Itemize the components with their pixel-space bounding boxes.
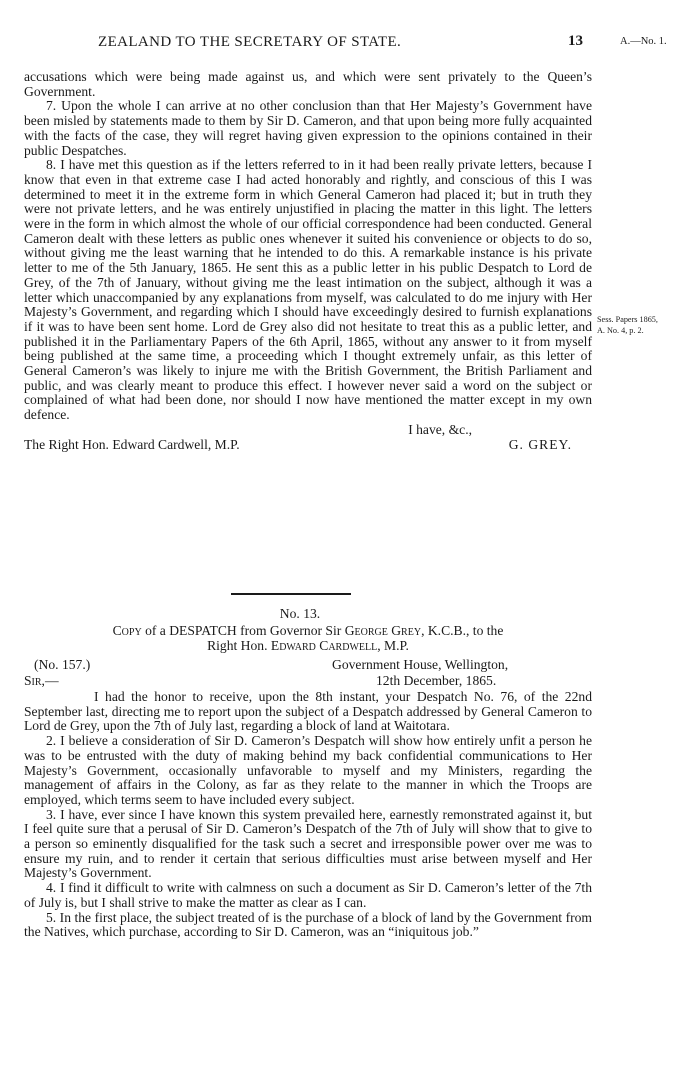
heading-governor-name: George Grey <box>344 623 422 638</box>
closing-formula-row <box>24 423 592 438</box>
heading-text: of a DESPATCH from Governor Sir <box>141 623 345 638</box>
despatch-heading-line <box>24 623 592 638</box>
heading-secretary-name: Edward Cardwell <box>270 638 378 653</box>
margin-note-line: A. No. 4, p. 2. <box>597 326 644 335</box>
despatch-number-heading: No. 13. <box>279 606 321 621</box>
paper-reference: A.—No. 1. <box>620 36 667 47</box>
letter-two-body <box>24 690 592 940</box>
letter-one-body <box>24 70 592 454</box>
paragraph: 2. I believe a consideration of Sir D. Cameron’s Despatch will show how entirely unfit a person he was to be entrusted with the duty of making behind my back confidential communications to Her Majesty’s Government, occasionally unfavorable to myself and my Ministers, regarding the management of affairs in the Colony, as far as they relate to the manner in which the Troops are employed, which terms seem to have included every subject. <box>24 733 592 807</box>
despatch-number: (No. 157.) <box>34 657 91 672</box>
addressee: The Right Hon. Edward Cardwell, M.P. <box>24 436 240 452</box>
paragraph: 3. I have, ever since I have known this system prevailed here, earnestly remonstrated against it, but I feel quite sure that a perusal of Sir D. Cameron’s Despatch of the 7th of July will show that to give to a person so eminently disqualified for the task such a secret and irresponsible power over me was to ensure my ruin, and to render it certain that serious difficulties must arise between myself and Her Majesty’s Government. <box>24 806 592 881</box>
despatch-date: 12th December, 1865. <box>376 673 497 688</box>
paragraph: 8. I have met this question as if the letters referred to in it had been really private letters, because I know that even in that extreme case I had acted honorably and rightly, and conscious of this I was determined to meet it in the extreme form in which General Cameron had placed it; but in truth they were not private letters, and he was entirely unjustified in placing the matter in this light. The letters were in the form in which almost the whole of our official correspondence had been conducted. General Cameron dealt with these letters as public ones whenever it suited his convenience or objects to do so, without giving me the least warning that he intended to do this. A remarkable instance is his private letter to me of the 5th January, 1865. He sent this as a public letter in his public Despatch to Lord de Grey, of the 7th of January, without giving me the least intimation on the subject, although it was a letter which unaccompanied by any explanations from myself, was calculated to do me injury with Her Majesty’s Government, and regarding which I should have exceedingly desired to furnish explanations if it was to have been sent home. Lord de Grey also did not hesitate to treat this as a public letter, and published it in the Parliamentary Papers of the 6th April, 1865, without any answer to it from myself being published at the same time, a proceeding which I thought extremely unfair, as this letter of General Cameron’s was likely to injure me with the British Government, the British Parliament and public, and was clearly meant to produce this effect. I however never said a word on the subject or complained of what had been done, nor should I now have mentioned the matter except in my own defence. <box>24 157 592 423</box>
salutation: Sir,— <box>24 673 59 688</box>
despatch-location: Government House, Wellington, <box>332 657 509 672</box>
paragraph: accusations which were being made against us, and which were sent privately to the Queen’s Government. <box>24 69 592 99</box>
margin-note-line: Sess. Papers 1865, <box>597 315 658 324</box>
despatch-heading-line <box>24 638 592 653</box>
paragraph: I had the honor to receive, upon the 8th instant, your Despatch No. 76, of the 22nd September last, directing me to report upon the subject of a Despatch addressed by General Cameron to Lord de Grey, upon the 7th of July last, regarding a block of land at Waitotara. <box>24 689 592 734</box>
heading-copy-word: Copy <box>112 623 142 638</box>
running-header-title: ZEALAND TO THE SECRETARY OF STATE. <box>98 34 402 50</box>
paragraph: 5. In the first place, the subject treated of is the purchase of a block of land by the Government from the Natives, which purchase, according to Sir D. Cameron, was an “iniquitous job.” <box>24 909 592 940</box>
heading-text: Right Hon. <box>207 638 271 653</box>
paragraph: 4. I find it difficult to write with calmness on such a document as Sir D. Cameron’s letter of the 7th of July is, but I shall strive to make the matter as clear as I can. <box>24 880 592 910</box>
margin-note <box>597 314 697 336</box>
heading-text: , K.C.B., to the <box>421 623 504 638</box>
heading-text: , M.P. <box>377 638 409 653</box>
paragraph: 7. Upon the whole I can arrive at no other conclusion than that Her Majesty’s Government have been misled by statements made to them by Sir D. Cameron, and that upon being more fully acquainted with the facts of the case, they will regret having given expression to the opinions contained in their public Despatches. <box>24 98 592 158</box>
page-number: 13 <box>568 33 583 49</box>
signature: G. GREY. <box>508 436 572 452</box>
section-divider <box>231 593 351 595</box>
addressee-signature-row <box>24 438 592 454</box>
despatch-heading <box>24 623 592 653</box>
closing-formula: I have, &c., <box>408 421 472 437</box>
